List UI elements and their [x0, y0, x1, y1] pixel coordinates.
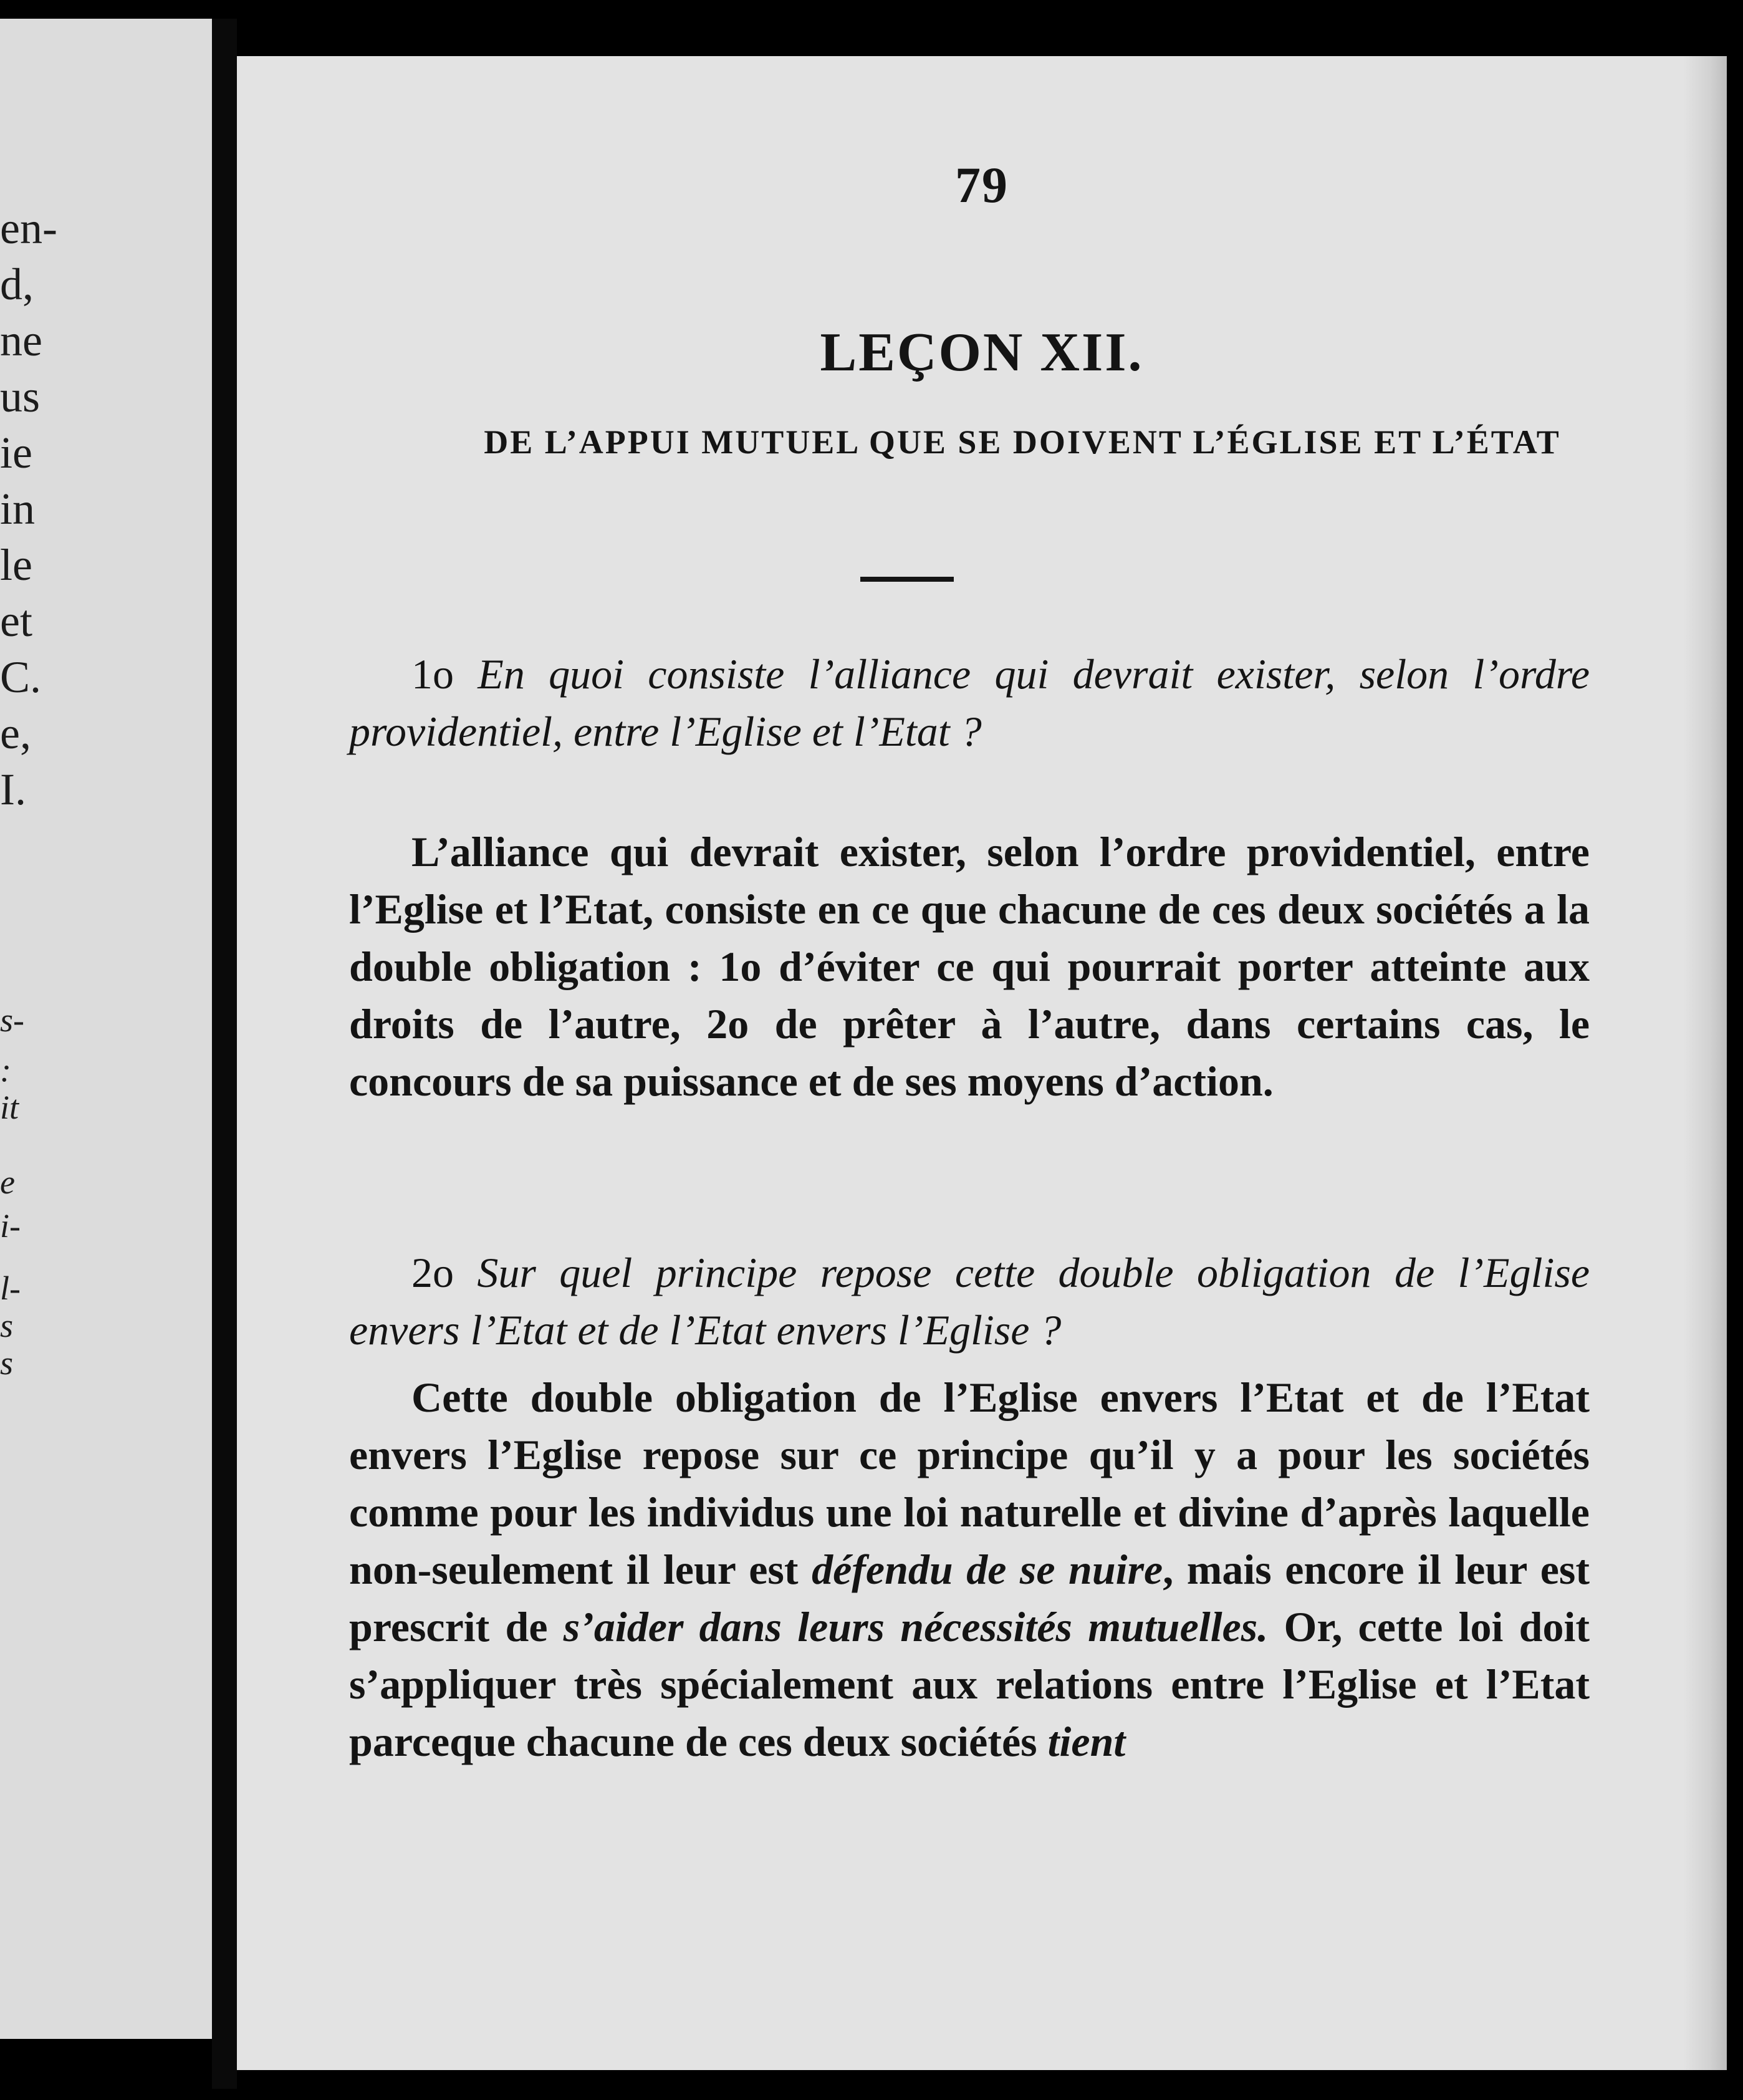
answer-2-emphasis-2: s’aider dans leurs nécessités mutuelles. [563, 1603, 1269, 1650]
answer-2-part-2: , mais encore il leur est prescrit de [349, 1546, 1590, 1650]
left-page [0, 19, 212, 2039]
left-fragment: s- [0, 1001, 24, 1039]
left-fragment: i- [0, 1207, 21, 1245]
answer-2-part-3: Or, cette loi doit s’appliquer très spécialement aux relations entre l’Eglise et l’Etat parceque chacune de ces deux sociétés [349, 1603, 1590, 1765]
page-number: 79 [955, 157, 1009, 213]
left-fragment: d, [0, 259, 34, 309]
answer-2 [349, 1369, 1590, 1770]
right-page [237, 56, 1727, 2070]
lesson-title: LEÇON XII. [820, 322, 1144, 383]
answer-2-emphasis-1: défendu de se nuire [812, 1546, 1163, 1593]
question-2-number: 2o [411, 1249, 454, 1296]
left-fragment: ne [0, 315, 42, 365]
left-fragment: I. [0, 764, 26, 814]
left-fragment: it [0, 1089, 19, 1126]
question-1-number: 1o [411, 650, 454, 698]
left-fragment: le [0, 540, 32, 590]
left-fragment: et [0, 596, 32, 646]
left-fragment: l- [0, 1269, 21, 1307]
left-fragment: : [0, 1051, 11, 1089]
question-1-text: En quoi consiste l’alliance qui devrait exister, selon l’ordre providentiel, entre l’Eglise et l’Etat ? [349, 650, 1590, 755]
left-fragment: ie [0, 428, 32, 478]
answer-2-emphasis-3: tient [1047, 1718, 1126, 1765]
answer-1: L’alliance qui devrait exister, selon l’ordre providentiel, entre l’Eglise et l’Etat, consiste en ce que chacune de ces deux sociétés a la double obligation : 1o d’éviter ce qui pourrait porter atteinte aux droits de l’autre, 2o de prêter à l’autre, dans certains cas, le concours de sa puissance et de ses moyens d’action. [349, 828, 1590, 1105]
question-2-text: Sur quel principe repose cette double obligation de l’Eglise envers l’Etat et de l’Etat envers l’Eglise ? [349, 1249, 1590, 1354]
left-fragment: e, [0, 708, 31, 758]
question-2 [349, 1244, 1590, 1359]
question-1 [349, 645, 1590, 760]
left-fragment: e [0, 1163, 15, 1201]
title-rule [860, 577, 954, 582]
left-fragment: s [0, 1307, 14, 1344]
answer-2-part-1: Cette double obligation de l’Eglise envers l’Etat et de l’Etat envers l’Eglise repose sur ce principe qu’il y a pour les sociétés comme pour les individus une loi naturelle et divine d’après laquelle non-seulement il leur est [349, 1374, 1590, 1593]
left-fragment: in [0, 484, 36, 534]
left-fragment: en- [0, 203, 57, 253]
left-fragment: us [0, 372, 41, 421]
lesson-subtitle: DE L’APPUI MUTUEL QUE SE DOIVENT L’ÉGLISE ET L’ÉTAT [484, 423, 1561, 461]
left-fragment: C. [0, 652, 42, 702]
book-gutter [212, 19, 237, 2089]
left-fragment: s [0, 1344, 14, 1382]
